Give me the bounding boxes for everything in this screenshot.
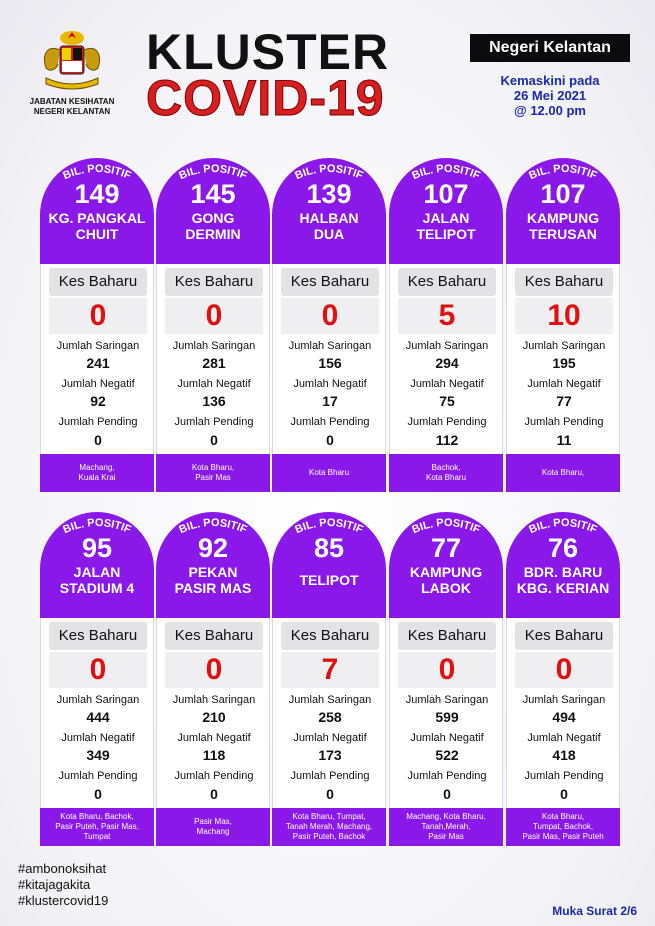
location-line: Kota Bharu, Tumpat, [292,812,366,821]
update-date: 26 Mei 2021 [513,88,587,103]
pending-label: Jumlah Pending [407,770,487,782]
cluster-location [506,808,620,846]
pending-value: 0 [210,432,218,448]
cluster-name-line: JALAN [422,210,470,226]
hashtags [18,861,108,909]
new-cases-label: Kes Baharu [49,622,147,650]
title-covid: COVID-19 [146,70,385,126]
cluster-location [40,808,154,846]
cluster-card [272,158,386,492]
negative-label: Jumlah Negatif [177,732,251,744]
cluster-name [506,210,620,242]
cluster-card [389,158,503,492]
cluster-name [40,210,154,242]
svg-text:BIL. POSITIF: BIL. POSITIF [527,516,599,537]
cluster-stats [506,618,620,808]
new-cases-label: Kes Baharu [281,268,379,296]
screening-value: 210 [202,709,226,725]
location-line: Bachok, [431,463,461,472]
pending-label: Jumlah Pending [524,416,604,428]
cluster-location [272,454,386,492]
screening-value: 281 [202,355,226,371]
new-cases-value: 7 [281,652,379,688]
cluster-card [506,512,620,846]
location-line: Kota Bharu, [541,812,585,821]
hashtag: #klustercovid19 [18,893,109,908]
cluster-name-line: PEKAN [188,564,238,580]
negative-label: Jumlah Negatif [293,378,367,390]
screening-label: Jumlah Saringan [288,694,372,706]
new-cases-label: Kes Baharu [281,622,379,650]
negative-label: Jumlah Negatif [527,378,601,390]
pending-value: 112 [435,432,459,448]
screening-label: Jumlah Saringan [172,694,256,706]
screening-value: 156 [318,355,342,371]
location-line: Pasir Mas, [194,817,232,826]
pending-label: Jumlah Pending [407,416,487,428]
cluster-name-line: KBG. KERIAN [516,580,610,596]
cluster-name-line: GONG [191,210,235,226]
new-cases-label: Kes Baharu [515,268,613,296]
cluster-card [506,158,620,492]
new-cases-value: 0 [398,652,496,688]
svg-text:BIL. POSITIF: BIL. POSITIF [177,162,249,183]
hashtag: #ambonoksihat [18,861,107,876]
new-cases-value: 0 [165,298,263,334]
negative-label: Jumlah Negatif [527,732,601,744]
state-label: Negeri Kelantan [470,34,630,62]
screening-value: 494 [552,709,576,725]
screening-label: Jumlah Saringan [522,340,606,352]
pending-label: Jumlah Pending [524,770,604,782]
cluster-name-line: KAMPUNG [526,210,600,226]
positive-count: 92 [197,533,229,563]
location-line: Kota Bharu, [191,463,235,472]
cluster-card [40,512,154,846]
new-cases-value: 10 [515,298,613,334]
new-cases-label: Kes Baharu [398,622,496,650]
negative-value: 349 [86,747,110,763]
pending-value: 0 [94,432,102,448]
hashtag: #kitajagakita [18,877,91,892]
svg-text:BIL. POSITIF: BIL. POSITIF [410,162,482,183]
pending-value: 0 [326,786,334,802]
cluster-name [156,210,270,242]
screening-value: 241 [86,355,110,371]
pending-label: Jumlah Pending [58,770,138,782]
cluster-name-line: PASIR MAS [174,580,252,596]
cluster-name-line: TELIPOT [299,572,359,588]
negative-label: Jumlah Negatif [293,732,367,744]
screening-label: Jumlah Saringan [405,340,489,352]
cluster-card [156,158,270,492]
cluster-card [156,512,270,846]
screening-label: Jumlah Saringan [56,694,140,706]
cluster-name-line: LABOK [421,580,471,596]
screening-value: 599 [435,709,459,725]
cluster-stats [389,618,503,808]
negative-value: 75 [439,393,455,409]
new-cases-value: 0 [49,652,147,688]
cluster-location [156,808,270,846]
screening-value: 444 [86,709,110,725]
positive-count: 149 [74,179,120,209]
svg-text:BIL. POSITIF: BIL. POSITIF [177,516,249,537]
pending-label: Jumlah Pending [58,416,138,428]
pending-value: 0 [560,786,568,802]
location-line: Pasir Mas [195,473,231,482]
cluster-location [389,808,503,846]
negative-value: 118 [202,747,226,763]
new-cases-value: 0 [281,298,379,334]
positive-count: 85 [313,533,345,563]
positive-count: 139 [306,179,352,209]
new-cases-label: Kes Baharu [165,622,263,650]
negative-label: Jumlah Negatif [410,378,484,390]
cluster-name [389,210,503,242]
new-cases-label: Kes Baharu [515,622,613,650]
screening-label: Jumlah Saringan [522,694,606,706]
pending-label: Jumlah Pending [290,416,370,428]
update-line-1: Kemaskini pada [500,73,600,88]
pending-value: 11 [556,432,572,448]
location-line: Pasir Mas, Pasir Puteh [522,832,604,841]
svg-text:BIL. POSITIF: BIL. POSITIF [61,516,133,537]
location-line: Kota Bharu, [541,468,585,477]
location-line: Tumpat, Bachok, [532,822,594,831]
negative-label: Jumlah Negatif [61,732,135,744]
negative-label: Jumlah Negatif [61,378,135,390]
negative-value: 92 [90,393,106,409]
negative-value: 136 [202,393,226,409]
cluster-name-line: TELIPOT [416,226,476,242]
location-line: Kota Bharu [425,473,467,482]
page-number: Muka Surat 2/6 [552,904,637,918]
new-cases-value: 5 [398,298,496,334]
title-kluster: KLUSTER [146,24,390,80]
cluster-stats [40,618,154,808]
screening-value: 195 [552,355,576,371]
cluster-stats [272,264,386,454]
cluster-name [272,572,386,588]
negative-value: 17 [322,393,338,409]
cluster-name-line: HALBAN [299,210,359,226]
pending-label: Jumlah Pending [174,770,254,782]
cluster-location [156,454,270,492]
cluster-stats [156,264,270,454]
location-line: Pasir Puteh, Pasir Mas, [55,822,139,831]
cluster-name-line: DUA [313,226,345,242]
cluster-name [389,564,503,596]
svg-text:BIL. POSITIF: BIL. POSITIF [61,162,133,183]
cluster-card [40,158,154,492]
cluster-name [156,564,270,596]
state-crest-icon [32,28,112,92]
cluster-name [506,564,620,596]
department-name: JABATAN KESIHATAN NEGERI KELANTAN [29,97,115,116]
cluster-location [272,808,386,846]
location-line: Kota Bharu, Bachok, [60,812,134,821]
location-line: Kuala Krai [78,473,116,482]
negative-value: 418 [552,747,576,763]
negative-value: 77 [556,393,572,409]
location-line: Machang, [79,463,115,472]
negative-value: 173 [318,747,342,763]
new-cases-value: 0 [49,298,147,334]
screening-value: 258 [318,709,342,725]
location-line: Pasir Mas [428,832,464,841]
positive-count: 107 [540,179,586,209]
update-info [474,73,626,118]
cluster-name-line: STADIUM 4 [59,580,135,596]
pending-label: Jumlah Pending [290,770,370,782]
cluster-name-line: BDR. BARU [523,564,603,580]
new-cases-label: Kes Baharu [398,268,496,296]
svg-text:BIL. POSITIF: BIL. POSITIF [410,516,482,537]
cluster-stats [40,264,154,454]
cluster-name [40,564,154,596]
cluster-name-line: CHUIT [75,226,119,242]
screening-label: Jumlah Saringan [288,340,372,352]
cluster-location [40,454,154,492]
cluster-name-line: JALAN [73,564,121,580]
location-line: Tumpat [83,832,111,841]
cluster-stats [506,264,620,454]
cluster-name [272,210,386,242]
new-cases-value: 0 [515,652,613,688]
cluster-name-line: KG. PANGKAL [48,210,146,226]
new-cases-label: Kes Baharu [49,268,147,296]
cluster-name-line: DERMIN [185,226,241,242]
positive-count: 145 [190,179,236,209]
location-line: Tanah,Merah, [421,822,471,831]
location-line: Pasir Puteh, Bachok [292,832,366,841]
location-line: Tanah Merah, Machang, [285,822,373,831]
positive-count: 76 [547,533,579,563]
positive-count: 77 [430,533,462,563]
screening-label: Jumlah Saringan [56,340,140,352]
positive-count: 95 [81,533,113,563]
update-time: @ 12.00 pm [514,103,586,118]
cluster-stats [156,618,270,808]
pending-value: 0 [94,786,102,802]
screening-label: Jumlah Saringan [405,694,489,706]
cluster-stats [272,618,386,808]
new-cases-label: Kes Baharu [165,268,263,296]
pending-label: Jumlah Pending [174,416,254,428]
cluster-name-line: KAMPUNG [409,564,483,580]
location-line: Machang, Kota Bharu, [406,812,486,821]
svg-text:BIL. POSITIF: BIL. POSITIF [293,162,365,183]
cluster-card [389,512,503,846]
cluster-location [389,454,503,492]
pending-value: 0 [443,786,451,802]
location-line: Kota Bharu [308,468,350,477]
cluster-location [506,454,620,492]
svg-text:BIL. POSITIF: BIL. POSITIF [293,516,365,537]
cluster-name-line: TERUSAN [529,226,597,242]
location-line: Machang [196,827,230,836]
pending-value: 0 [210,786,218,802]
negative-label: Jumlah Negatif [410,732,484,744]
screening-value: 294 [435,355,459,371]
svg-text:BIL. POSITIF: BIL. POSITIF [527,162,599,183]
cluster-stats [389,264,503,454]
negative-label: Jumlah Negatif [177,378,251,390]
cluster-card [272,512,386,846]
pending-value: 0 [326,432,334,448]
screening-label: Jumlah Saringan [172,340,256,352]
positive-count: 107 [423,179,469,209]
new-cases-value: 0 [165,652,263,688]
negative-value: 522 [435,747,459,763]
